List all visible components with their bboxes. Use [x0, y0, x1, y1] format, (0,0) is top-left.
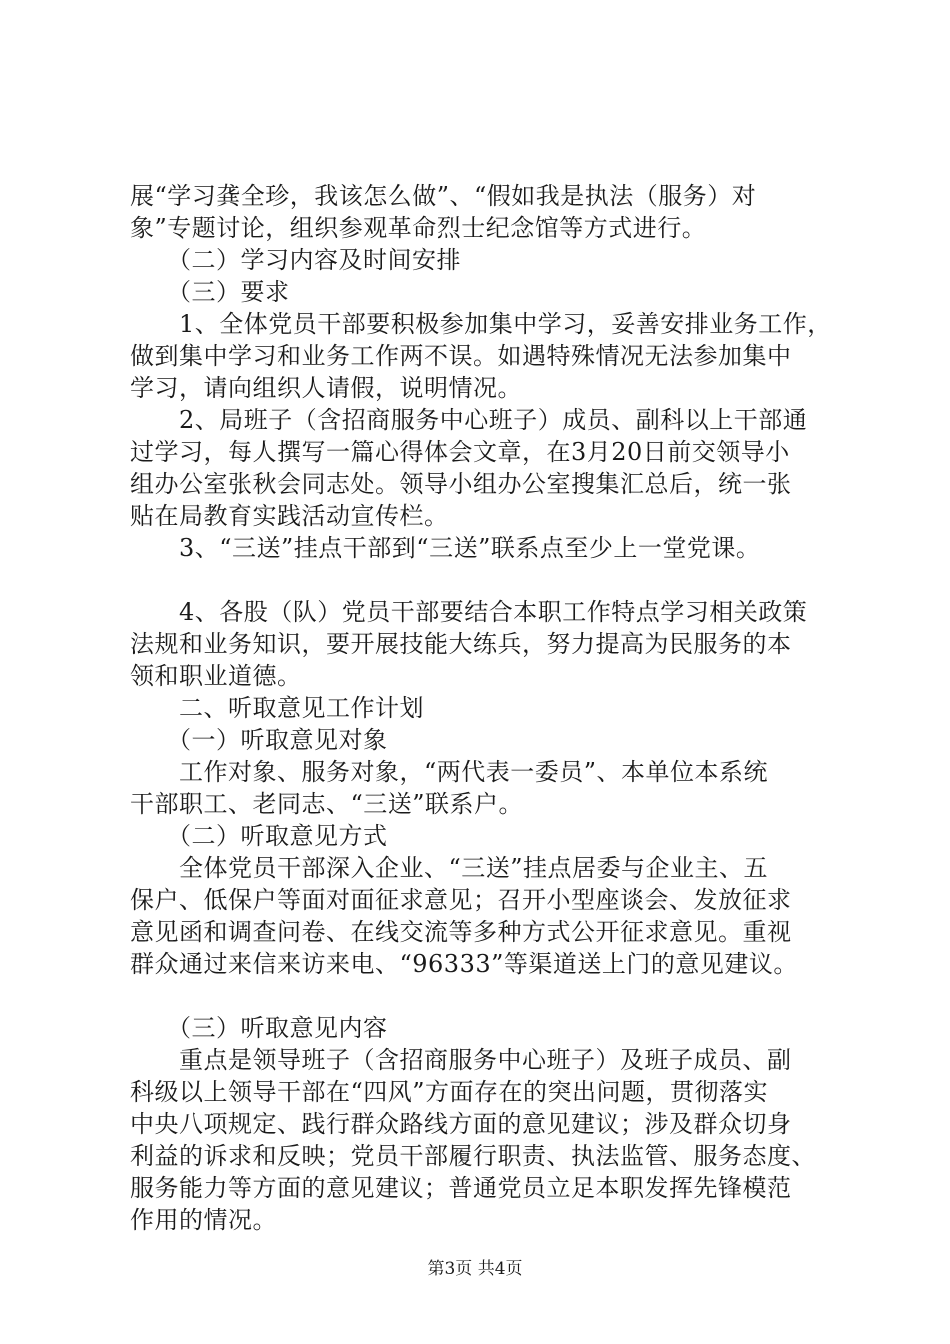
text-line: 服务能力等方面的意见建议；普通党员立足本职发挥先锋模范	[130, 1174, 792, 1202]
section-heading: 二、听取意见工作计划	[130, 694, 424, 722]
text-line: 4、各股（队）党员干部要结合本职工作特点学习相关政策	[130, 598, 808, 626]
text-line: （三）要求	[130, 278, 290, 306]
text-line: 象”专题讨论，组织参观革命烈士纪念馆等方式进行。	[130, 214, 707, 242]
text-line: 全体党员干部深入企业、“三送”挂点居委与企业主、五	[130, 854, 769, 882]
blank-line	[130, 564, 830, 596]
text-line: 科级以上领导干部在“四风”方面存在的突出问题，贯彻落实	[130, 1078, 769, 1106]
body-text	[130, 180, 830, 1236]
subsection-heading: （一）听取意见对象	[130, 726, 388, 754]
text-line: 干部职工、老同志、“三送”联系户。	[130, 790, 524, 818]
text-line: 3、“三送”挂点干部到“三送”联系点至少上一堂党课。	[130, 534, 761, 562]
text-line: （二）学习内容及时间安排	[130, 246, 461, 274]
text-line: 过学习，每人撰写一篇心得体会文章，在3月20日前交领导小	[130, 438, 790, 466]
text-line: 做到集中学习和业务工作两不误。如遇特殊情况无法参加集中	[130, 342, 792, 370]
subsection-heading: （三）听取意见内容	[130, 1014, 388, 1042]
text-line: 组办公室张秋会同志处。领导小组办公室搜集汇总后，统一张	[130, 470, 792, 498]
text-line: 利益的诉求和反映；党员干部履行职责、执法监管、服务态度、	[130, 1142, 816, 1170]
text-line: 学习，请向组织人请假，说明情况。	[130, 374, 522, 402]
text-line: 展“学习龚全珍，我该怎么做”、“假如我是执法（服务）对	[130, 182, 757, 210]
subsection-heading: （二）听取意见方式	[130, 822, 388, 850]
text-line: 2、局班子（含招商服务中心班子）成员、副科以上干部通	[130, 406, 808, 434]
text-line: 工作对象、服务对象，“两代表一委员”、本单位本系统	[130, 758, 769, 786]
text-line: 中央八项规定、践行群众路线方面的意见建议；涉及群众切身	[130, 1110, 792, 1138]
text-line: 作用的情况。	[130, 1206, 277, 1234]
text-line: 法规和业务知识，要开展技能大练兵，努力提高为民服务的本	[130, 630, 792, 658]
text-line: 意见函和调查问卷、在线交流等多种方式公开征求意见。重视	[130, 918, 792, 946]
text-line: 群众通过来信来访来电、“96333”等渠道送上门的意见建议。	[130, 950, 798, 978]
text-line: 1、全体党员干部要积极参加集中学习，妥善安排业务工作，	[130, 310, 832, 338]
page-footer: 第3页 共4页	[427, 1259, 523, 1279]
blank-line	[130, 980, 830, 1012]
text-line: 贴在局教育实践活动宣传栏。	[130, 502, 449, 530]
text-line: 重点是领导班子（含招商服务中心班子）及班子成员、副	[130, 1046, 792, 1074]
text-line: 保户、低保户等面对面征求意见；召开小型座谈会、发放征求	[130, 886, 792, 914]
text-line: 领和职业道德。	[130, 662, 302, 690]
